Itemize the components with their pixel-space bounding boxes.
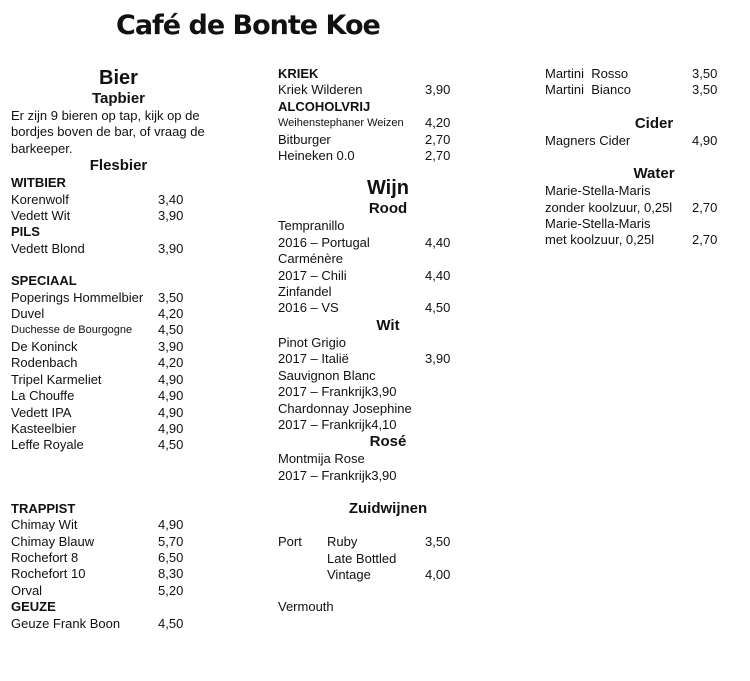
category-speciaal: SPECIAAL xyxy=(11,273,77,289)
other-drinks-column xyxy=(545,66,745,249)
menu-item: Chimay Blauw 5,70 xyxy=(11,533,184,549)
menu-item: De Koninck 3,90 xyxy=(11,338,184,354)
port-lbv-row-2: Vintage 4,00 xyxy=(327,566,451,582)
menu-item: Vedett Blond 3,90 xyxy=(11,240,184,256)
wine-name: Carménère xyxy=(278,251,344,267)
menu-item: Leffe Royale 4,50 xyxy=(11,437,184,453)
category-geuze: GEUZE xyxy=(11,599,56,615)
menu-item: Chimay Wit 4,90 xyxy=(11,517,184,533)
wine-heading: Wijn xyxy=(366,177,410,200)
menu-item: Weihenstephaner Weizen 4,20 xyxy=(278,115,451,131)
menu-item: Geuze Frank Boon 4,50 xyxy=(11,615,184,631)
menu-item: Duchesse de Bourgogne 4,50 xyxy=(11,322,184,338)
water-name: Marie-Stella-Maris xyxy=(545,216,651,232)
menu-item: Bitburger 2,70 xyxy=(278,131,451,147)
port-lbv-row: Late Bottled xyxy=(327,550,397,566)
rose-wine-heading: Rosé xyxy=(369,433,407,451)
wine-name: Tempranillo xyxy=(278,218,345,234)
menu-item: Korenwolf 3,40 xyxy=(11,191,184,207)
vermouth-label: Vermouth xyxy=(278,599,334,615)
menu-item: Poperings Hommelbier 3,50 xyxy=(11,289,184,305)
menu-item: Orval 5,20 xyxy=(11,582,184,598)
port-label: Port xyxy=(278,534,302,550)
menu-item: La Chouffe 4,90 xyxy=(11,388,184,404)
wine-name: Pinot Grigio xyxy=(278,334,346,350)
water-heading: Water xyxy=(633,165,675,183)
wine-name: Chardonnay Josephine xyxy=(278,400,412,416)
wine-column xyxy=(278,66,518,616)
water-name: Marie-Stella-Maris xyxy=(545,183,651,199)
beer-heading: Bier xyxy=(99,67,138,89)
white-wine-heading: Wit xyxy=(376,316,400,334)
wine-name: Sauvignon Blanc xyxy=(278,367,376,383)
category-kriek: KRIEK xyxy=(278,66,319,81)
menu-item: Vedett IPA 4,90 xyxy=(11,404,184,420)
menu-item: Duvel 4,20 xyxy=(11,306,184,322)
menu-item: 2017 – Frankrijk3,90 xyxy=(278,467,397,483)
menu-item: Martini Rosso 3,50 xyxy=(545,66,718,81)
menu-item: 2016 – VS 4,50 xyxy=(278,300,451,316)
beer-column xyxy=(11,66,256,632)
menu-item: 2016 – Portugal 4,40 xyxy=(278,234,451,250)
category-trappist: TRAPPIST xyxy=(11,500,76,516)
menu-item: Rodenbach 4,20 xyxy=(11,355,184,371)
menu-item: Heineken 0.0 2,70 xyxy=(278,148,451,164)
menu-item: 2017 – Chili 4,40 xyxy=(278,267,451,283)
menu-item: Magners Cider 4,90 xyxy=(545,132,718,148)
bottle-heading: Flesbier xyxy=(89,157,148,175)
tap-intro: Er zijn 9 bieren op tap, kijk op de bordjes boven de bar, of vraag de barkeeper. xyxy=(11,108,205,156)
menu-item: met koolzuur, 0,25l 2,70 xyxy=(545,232,718,248)
category-alcoholvrij: ALCOHOLVRIJ xyxy=(278,98,371,114)
menu-item: 2017 – Frankrijk3,90 xyxy=(278,384,397,400)
tap-heading: Tapbier xyxy=(91,90,146,107)
menu-item: Vedett Wit 3,90 xyxy=(11,208,184,224)
menu-item: Kriek Wilderen 3,90 xyxy=(278,82,451,98)
menu-item: Tripel Karmeliet 4,90 xyxy=(11,371,184,387)
category-witbier: WITBIER xyxy=(11,175,66,191)
menu-item: Martini Bianco 3,50 xyxy=(545,82,718,98)
category-pils: PILS xyxy=(11,224,40,240)
menu-item: 2017 – Frankrijk4,10 xyxy=(278,416,397,432)
dessert-wine-heading: Zuidwijnen xyxy=(348,500,428,518)
menu-item: Rochefort 10 8,30 xyxy=(11,566,184,582)
menu-title: Café de Bonte Koe xyxy=(116,10,380,41)
red-wine-heading: Rood xyxy=(368,200,408,218)
cider-heading: Cider xyxy=(634,114,674,132)
wine-name: Montmija Rose xyxy=(278,451,365,467)
menu-item: zonder koolzuur, 0,25l 2,70 xyxy=(545,199,718,215)
port-ruby-row: Port Ruby 3,50 xyxy=(278,534,451,550)
menu-item: Kasteelbier 4,90 xyxy=(11,420,184,436)
menu-item: Rochefort 8 6,50 xyxy=(11,549,184,565)
menu-item: 2017 – Italië 3,90 xyxy=(278,351,451,367)
wine-name: Zinfandel xyxy=(278,284,332,300)
